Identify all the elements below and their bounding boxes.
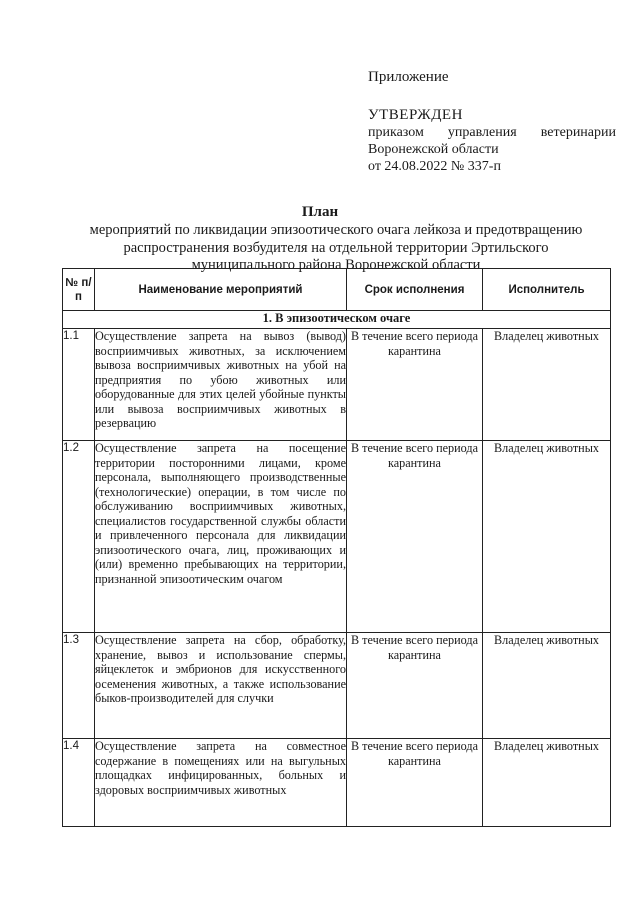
approval-line-date: от 24.08.2022 № 337-п: [368, 159, 501, 174]
row-measure: Осуществление запрета на посещение территории посторонними лицами, кроме персонала, выполняющего производственные (технологические) операции, в том числе по обслуживанию восприимчивых животных, специалистов государственной службы области и привлеченного персонала для ликвидации эпизоотического очага, лиц, проживающих и (или) временно пребывающих на территории, признанной эпизоотическим очагом: [95, 441, 347, 633]
measures-table: [62, 268, 611, 827]
row-number: 1.3: [63, 633, 95, 739]
plan-title: План: [301, 204, 339, 220]
header-actor: Исполнитель: [483, 269, 611, 311]
appendix-label: Приложение: [368, 69, 449, 85]
section-title: 1. В эпизоотическом очаге: [63, 311, 611, 329]
header-name: Наименование мероприятий: [95, 269, 347, 311]
approval-line-order: приказом управления ветеринарии: [368, 125, 616, 140]
row-measure: Осуществление запрета на совместное содержание в помещениях или на выгульных площадках инфицированных, больных и здоровых восприимчивых животных: [95, 739, 347, 827]
approval-block: [368, 68, 616, 175]
row-actor: Владелец животных: [483, 329, 611, 441]
table-row: [63, 739, 611, 827]
plan-subtitle: мероприятий по ликвидации эпизоотического очага лейкоза и предотвращению распространения возбудителя на отдельной территории Эртильского муниципального района Воронежской области: [89, 222, 583, 273]
approved-label: УТВЕРЖДЕН: [368, 107, 463, 123]
row-term: В течение всего периода карантина: [347, 441, 483, 633]
table-row: [63, 441, 611, 633]
row-measure: Осуществление запрета на сбор, обработку, хранение, вывоз и использование спермы, яйцеклеток и эмбрионов для искусственного осеменения животных, а также использование быков-производителей для случки: [95, 633, 347, 739]
row-term: В течение всего периода карантина: [347, 739, 483, 827]
header-num: № п/п: [63, 269, 95, 311]
table-row: [63, 633, 611, 739]
row-actor: Владелец животных: [483, 633, 611, 739]
row-term: В течение всего периода карантина: [347, 329, 483, 441]
row-number: 1.4: [63, 739, 95, 827]
table-row: [63, 329, 611, 441]
approval-line-region: Воронежской области: [368, 142, 499, 157]
row-number: 1.1: [63, 329, 95, 441]
row-measure: Осуществление запрета на вывоз (вывод) восприимчивых животных, за исключением вывоза восприимчивых животных на убой на предприятия по убою животных или оборудованные для этих целей убойные пункты или вывоза восприимчивых животных в резервацию: [95, 329, 347, 441]
section-row: [63, 311, 611, 329]
row-actor: Владелец животных: [483, 441, 611, 633]
row-number: 1.2: [63, 441, 95, 633]
row-actor: Владелец животных: [483, 739, 611, 827]
header-term: Срок исполнения: [347, 269, 483, 311]
row-term: В течение всего периода карантина: [347, 633, 483, 739]
table-header-row: [63, 269, 611, 311]
